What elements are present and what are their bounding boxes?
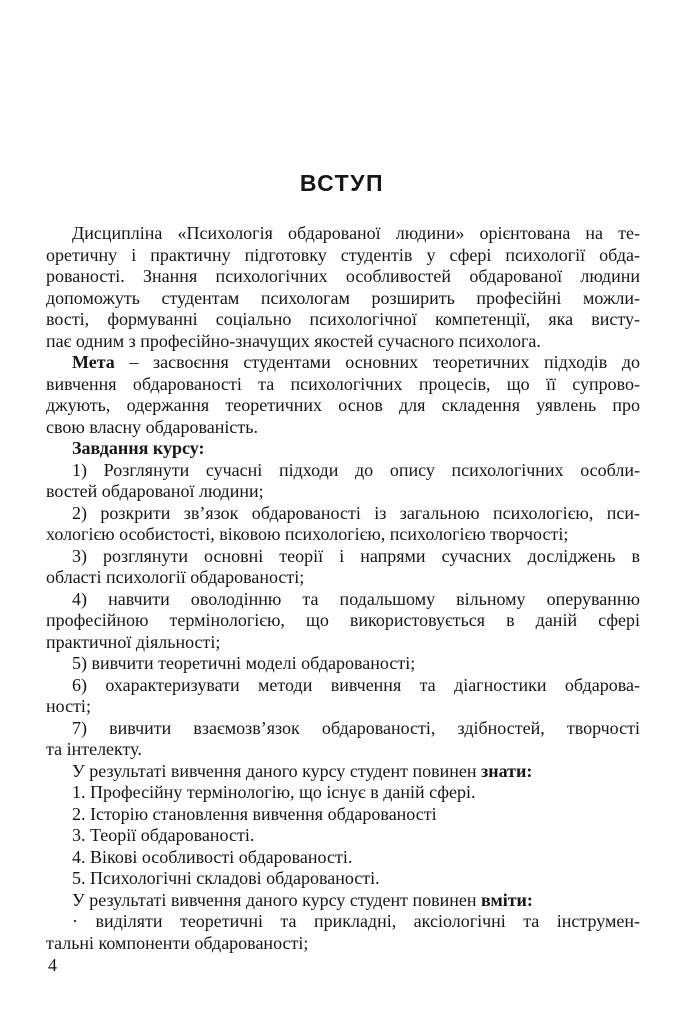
text-line: рованості. Знання психологічних особливостей обдарованої людини xyxy=(46,266,640,286)
text-line: востей обдарованої людини; xyxy=(46,481,264,501)
text-line: 7) вивчити взаємозв’язок обдарованості, здібностей, творчості xyxy=(72,717,640,738)
text-line: 5) вивчити теоретичні моделі обдарованості; xyxy=(72,653,416,673)
text-line: тальні компоненти обдарованості; xyxy=(46,932,309,953)
text-line: вивчення обдарованості та психологічних процесів, що її супрово- xyxy=(46,373,640,394)
text-line: 2. Історію становлення вивчення обдарованості xyxy=(72,803,437,824)
text-line: 1) Розглянути сучасні підходи до опису психологічних особли- xyxy=(72,459,640,480)
text-line: професійною термінологією, що використовується в даній сфері xyxy=(46,610,640,630)
text-line-know-heading: У результаті вивчення даного курсу студент повинен знати: xyxy=(72,760,533,781)
text-line: 1. Професійну термінологію, що існує в даній сфері. xyxy=(72,782,476,802)
text-line-able-heading: У результаті вивчення даного курсу студент повинен вміти: xyxy=(72,889,533,910)
text-line-bullet: · виділяти теоретичні та прикладні, аксіологічні та інструмен- xyxy=(72,911,640,931)
page-number: 4 xyxy=(48,955,57,975)
text-line: 3. Теорії обдарованості. xyxy=(72,825,255,845)
text-line: 5. Психологічні складові обдарованості. xyxy=(72,868,380,888)
text-line: та інтелекту. xyxy=(46,739,142,759)
text-line: Мета – засвоєння студентами основних теоретичних підходів до xyxy=(72,352,640,372)
text-line: хологією особистості, віковою психологією, психологією творчості; xyxy=(46,524,569,544)
text-line: 4) навчити оволодінню та подальшому вільному оперуванню xyxy=(72,588,640,609)
text-line: вості, формуванні соціально психологічної компетенції, яка висту- xyxy=(46,309,640,329)
text-line: області психології обдарованості; xyxy=(46,567,305,587)
page-body xyxy=(0,223,684,954)
text-line: допоможуть студентам психологам розширить професійні можли- xyxy=(46,287,640,308)
text-line: джують, одержання теоретичних основ для складення уявлень про xyxy=(46,395,640,415)
text-line: 3) розглянути основні теорії і напрями сучасних досліджень в xyxy=(72,545,640,566)
text-line: Дисципліна «Психологія обдарованої людини» орієнтована на те- xyxy=(72,223,640,243)
text-line: 4. Вікові особливості обдарованості. xyxy=(72,846,353,867)
text-line: пає одним з професійно-значущих якостей сучасного психолога. xyxy=(46,330,541,351)
text-line-course-tasks-heading: Завдання курсу: xyxy=(72,438,205,458)
text-line: свою власну обдарованість. xyxy=(46,416,258,437)
text-line: оретичну і практичну підготовку студентів у сфері психології обда- xyxy=(46,244,640,265)
page-title: ВСТУП xyxy=(299,170,385,196)
text-line: ності; xyxy=(46,696,91,716)
text-line: 2) розкрити зв’язок обдарованості із загальною психологією, пси- xyxy=(72,502,640,523)
text-line: практичної діяльності; xyxy=(46,631,221,652)
text-line: 6) охарактеризувати методи вивчення та діагностики обдарова- xyxy=(72,674,640,695)
